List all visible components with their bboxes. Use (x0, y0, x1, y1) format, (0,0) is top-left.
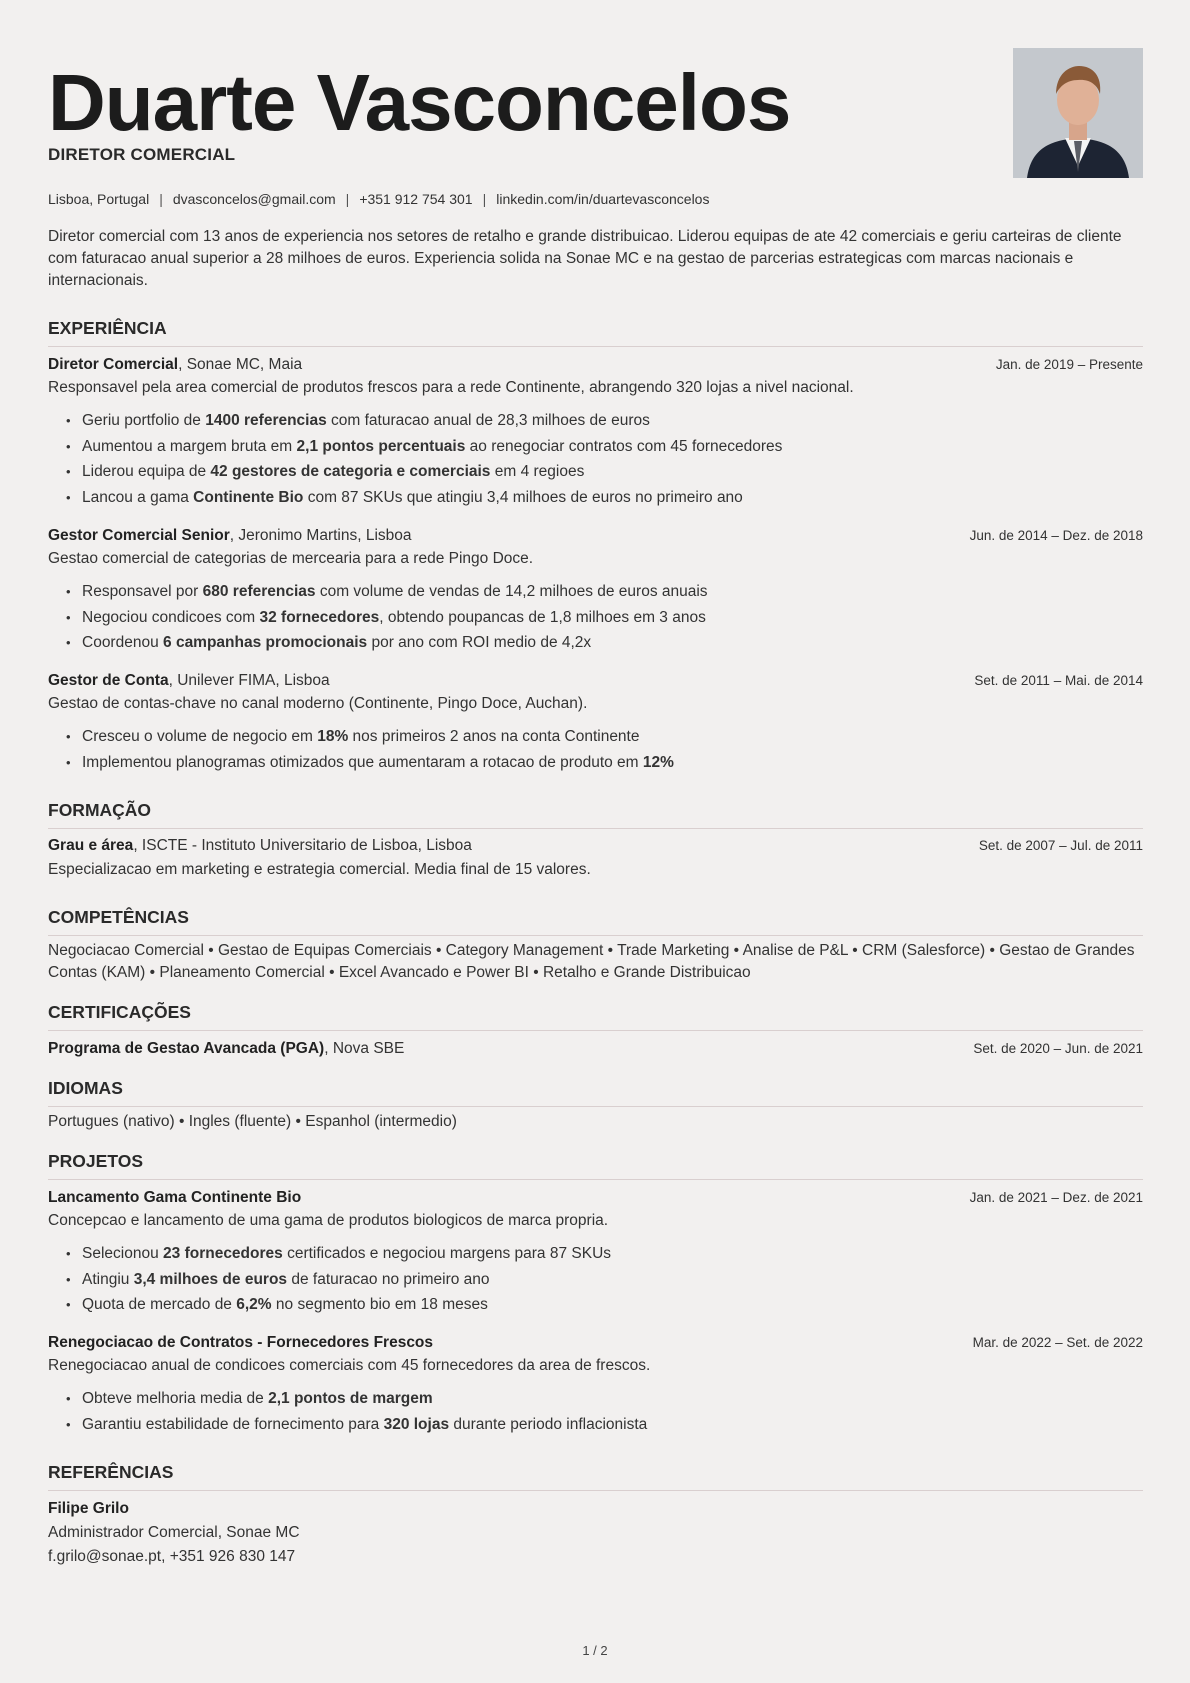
entry-description: Gestao comercial de categorias de mercearia para a rede Pingo Doce. (48, 550, 534, 567)
entry-bullets (48, 726, 1142, 777)
entry-role: Renegociacao de Contratos - Fornecedores Frescos (48, 1334, 434, 1351)
section-title-education: FORMAÇÃO (48, 800, 1143, 829)
bullet-item: • Responsavel por 680 referencias com volume de vendas de 14,2 milhoes de euros anuais (82, 581, 1142, 607)
entry-date: Set. de 2007 – Jul. de 2011 (978, 838, 1143, 853)
section-title-skills: COMPETÊNCIAS (48, 907, 1143, 936)
bullet-item: • Atingiu 3,4 milhoes de euros de faturacao no primeiro ano (82, 1269, 1142, 1295)
bullet-item: • Quota de mercado de 6,2% no segmento bio em 18 meses (82, 1294, 1142, 1320)
entry-date: Set. de 2020 – Jun. de 2021 (973, 1041, 1143, 1056)
entry-description: Gestao de contas-chave no canal moderno (Continente, Pingo Doce, Auchan). (48, 695, 588, 712)
bullet-item: • Coordenou 6 campanhas promocionais por ano com ROI medio de 4,2x (82, 632, 1142, 658)
section-title-certifications: CERTIFICAÇÕES (48, 1002, 1143, 1031)
section-title-projects: PROJETOS (48, 1151, 1143, 1180)
entry-org: , Jeronimo Martins, Lisboa (229, 527, 412, 544)
entry-role: Gestor Comercial Senior (48, 527, 230, 544)
experience-entry-header (48, 670, 1143, 692)
entry-bullets (48, 1388, 1142, 1439)
experience-entry-header (48, 354, 1143, 376)
entry-org: , Sonae MC, Maia (178, 356, 303, 373)
bullet-item: • Implementou planogramas otimizados que aumentaram a rotacao de produto em 12% (82, 752, 1142, 778)
contact-location: Lisboa, Portugal (48, 191, 150, 207)
project-entry-header (48, 1332, 1143, 1354)
entry-org: , Nova SBE (324, 1040, 405, 1057)
certification-entry (48, 1038, 1143, 1060)
entry-role: Diretor Comercial (48, 356, 179, 373)
bullet-item: • Negociou condicoes com 32 fornecedores, obtendo poupancas de 1,8 milhoes em 3 anos (82, 607, 1142, 633)
entry-org: , ISCTE - Instituto Universitario de Lisboa, Lisboa (133, 837, 472, 854)
profile-photo (1013, 48, 1143, 178)
languages-list: Portugues (nativo) • Ingles (fluente) • Espanhol (intermedio) (48, 1113, 457, 1130)
section-title-references: REFERÊNCIAS (48, 1462, 1143, 1491)
bullet-item: • Selecionou 23 fornecedores certificados e negociou margens para 87 SKUs (82, 1243, 1142, 1269)
contact-separator: | (482, 191, 487, 207)
candidate-name: Duarte Vasconcelos (48, 58, 791, 147)
page-number: 1 / 2 (582, 1643, 608, 1658)
experience-entry-header (48, 525, 1143, 547)
entry-role: Grau e área (48, 837, 134, 854)
bullet-item: • Obteve melhoria media de 2,1 pontos de margem (82, 1388, 1142, 1414)
entry-org: , Unilever FIMA, Lisboa (168, 672, 330, 689)
entry-description: Renegociacao anual de condicoes comerciais com 45 fornecedores da area de frescos. (48, 1357, 651, 1374)
skills-list: Negociacao Comercial • Gestao de Equipas Comerciais • Category Management • Trade Marketing • Analise de P&L • CRM (Salesforce) • Gestao de Grandes Contas (KAM) • Planeamento Comercial • Excel Avancado e Power BI • Retalho e Grande Distribuicao (48, 942, 1135, 981)
section-title-languages: IDIOMAS (48, 1078, 1143, 1107)
contact-line (48, 191, 709, 207)
entry-date: Jan. de 2019 – Presente (995, 357, 1143, 372)
entry-date: Set. de 2011 – Mai. de 2014 (974, 673, 1143, 688)
contact-separator: | (345, 191, 350, 207)
job-title: DIRETOR COMERCIAL (48, 145, 236, 164)
entry-bullets (48, 1243, 1142, 1320)
entry-description: Responsavel pela area comercial de produtos frescos para a rede Continente, abrangendo 320 lojas a nivel nacional. (48, 379, 854, 396)
reference-contact: f.grilo@sonae.pt, +351 926 830 147 (48, 1548, 296, 1565)
entry-bullets (48, 410, 1142, 512)
entry-description: Concepcao e lancamento de uma gama de produtos biologicos de marca propria. (48, 1212, 609, 1229)
section-title-experience: EXPERIÊNCIA (48, 318, 1143, 347)
bullet-item: • Garantiu estabilidade de fornecimento para 320 lojas durante periodo inflacionista (82, 1414, 1142, 1440)
bullet-item: • Liderou equipa de 42 gestores de categoria e comerciais em 4 regioes (82, 461, 1142, 487)
education-entry-header (48, 835, 1143, 857)
profile-summary: Diretor comercial com 13 anos de experiencia nos setores de retalho e grande distribuicao. Liderou equipas de ate 42 comerciais e geriu carteiras de cliente com faturacao anual superior a 28 milhoes de euros. Experiencia solida na Sonae MC e na gestao de parcerias estrategicas com marcas nacionais e internacionais. (48, 228, 1122, 289)
bullet-item: • Lancou a gama Continente Bio com 87 SKUs que atingiu 3,4 milhoes de euros no primeiro ano (82, 487, 1142, 513)
entry-role: Gestor de Conta (48, 672, 169, 689)
entry-bullets (48, 581, 1142, 658)
contact-linkedin[interactable]: linkedin.com/in/duartevasconcelos (496, 191, 710, 207)
reference-position: Administrador Comercial, Sonae MC (48, 1524, 300, 1541)
contact-email[interactable]: dvasconcelos@gmail.com (172, 191, 336, 207)
entry-date: Jan. de 2021 – Dez. de 2021 (969, 1190, 1143, 1205)
entry-date: Jun. de 2014 – Dez. de 2018 (969, 528, 1143, 543)
entry-date: Mar. de 2022 – Set. de 2022 (972, 1335, 1143, 1350)
bullet-item: • Cresceu o volume de negocio em 18% nos primeiros 2 anos na conta Continente (82, 726, 1142, 752)
entry-role: Programa de Gestao Avancada (PGA) (48, 1040, 325, 1057)
entry-role: Lancamento Gama Continente Bio (48, 1189, 302, 1206)
bullet-item: • Geriu portfolio de 1400 referencias com faturacao anual de 28,3 milhoes de euros (82, 410, 1142, 436)
person-portrait-icon (1013, 48, 1143, 178)
reference-name: Filipe Grilo (48, 1500, 129, 1517)
entry-description: Especializacao em marketing e estrategia comercial. Media final de 15 valores. (48, 861, 591, 878)
contact-separator: | (159, 191, 163, 207)
bullet-item: • Aumentou a margem bruta em 2,1 pontos percentuais ao renegociar contratos com 45 fornecedores (82, 436, 1142, 462)
project-entry-header (48, 1187, 1143, 1209)
contact-phone: +351 912 754 301 (359, 191, 473, 207)
